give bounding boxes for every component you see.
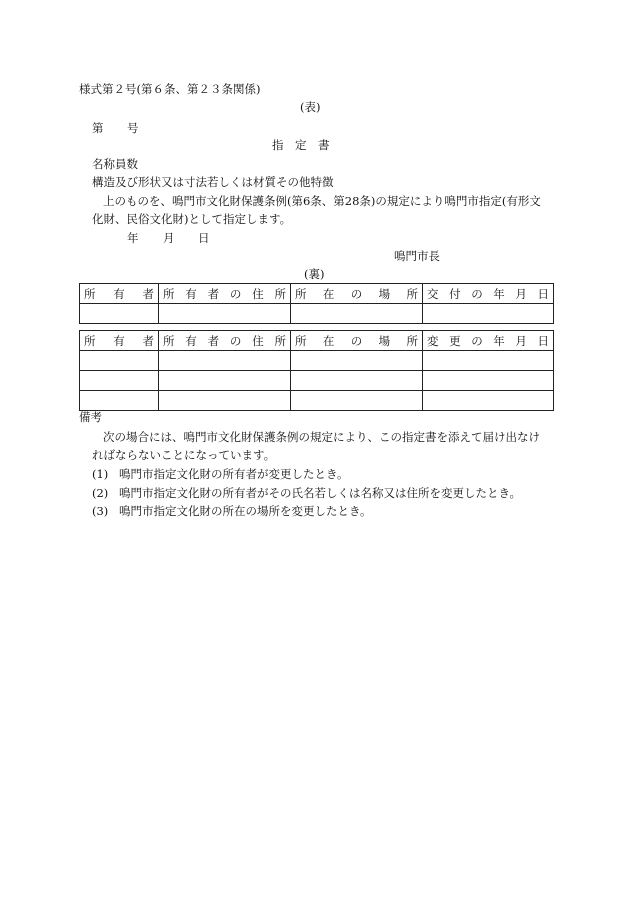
table-row [80,304,554,324]
remarks-item-2-num: (2) [92,486,109,500]
header-owner-address: 所 有 者 の 住 所 [163,286,286,301]
structure-field: 構造及び形状又は寸法若しくは材質その他特徴 [92,175,334,189]
number-suffix: 号 [127,121,139,135]
date-day: 日 [198,231,210,245]
remarks-item-3-num: (3) [92,504,109,518]
header-delivery-date: 交 付 の 年 月 日 [427,286,549,301]
table-row [80,391,554,411]
change-table [79,330,554,411]
remarks-item-1-text: 鳴門市指定文化財の所有者が変更したとき。 [119,467,349,481]
date-year: 年 [127,231,139,245]
table-row [80,351,554,371]
remarks-item-1-num: (1) [92,467,109,481]
remarks-intro-1: 次の場合には、鳴門市文化財保護条例の規定により、この指定書を添えて届け出なけ [103,430,540,444]
issuer: 鳴門市長 [394,249,440,263]
back-side-label: (裏) [304,267,325,281]
header-owner: 所 有 者 [84,286,154,301]
number-prefix: 第 [92,121,104,135]
delivery-table [79,283,554,324]
remarks-item-2-text: 鳴門市指定文化財の所有者がその氏名若しくは名称又は住所を変更したとき。 [119,486,522,500]
front-side-label: (表) [300,100,321,114]
document-title: 指 定 書 [272,138,330,152]
table-header-row [80,331,554,351]
name-count-field: 名称員数 [92,157,138,171]
form-number: 様式第２号(第６条、第２３条関係) [79,82,261,96]
body-line-2: 化財、民俗文化財)として指定します。 [92,212,292,226]
body-line-1: 上のものを、鳴門市文化財保護条例(第6条、第28条)の規定により鳴門市指定(有形文 [103,194,541,208]
header-location: 所 在 の 場 所 [295,286,418,301]
header-owner-address: 所 有 者 の 住 所 [163,333,286,348]
header-location: 所 在 の 場 所 [295,333,418,348]
table-header-row [80,284,554,304]
table-row [80,371,554,391]
remarks-title: 備考 [79,410,102,424]
header-owner: 所 有 者 [84,333,154,348]
remarks-intro-2: ればならないことになっています。 [92,448,276,462]
date-month: 月 [163,231,175,245]
remarks-item-3-text: 鳴門市指定文化財の所在の場所を変更したとき。 [119,504,372,518]
header-change-date: 変 更 の 年 月 日 [427,333,549,348]
